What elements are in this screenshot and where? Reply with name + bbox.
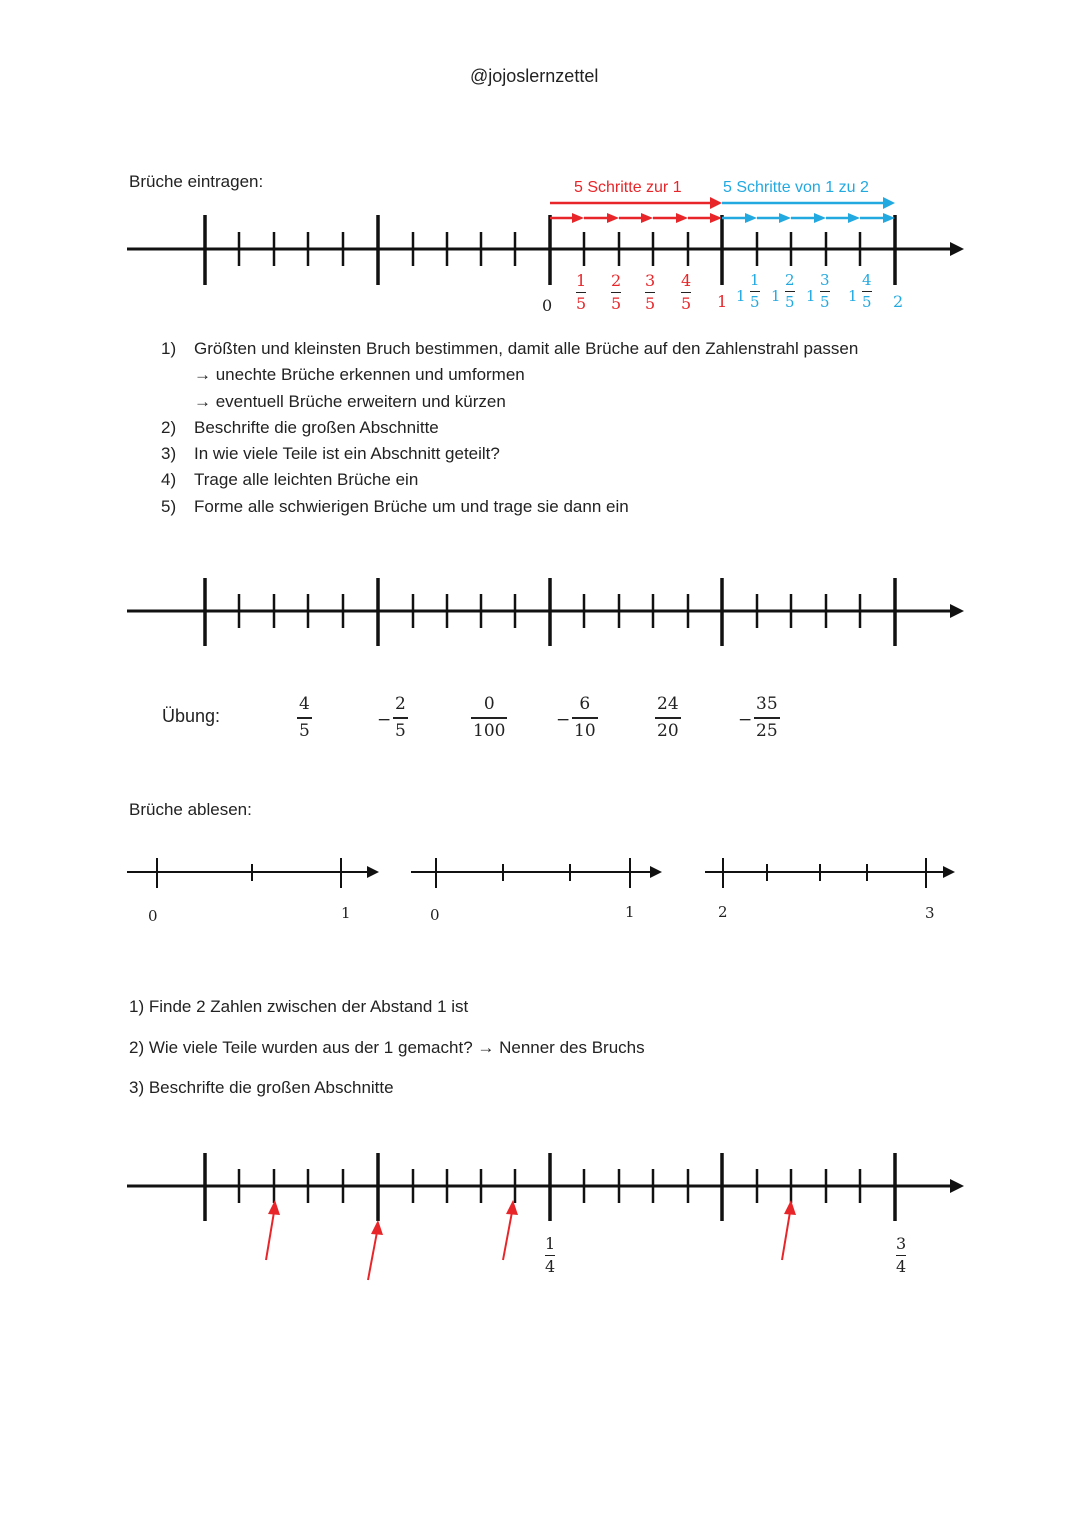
instruction-text: Größten und kleinsten Bruch bestimmen, damit alle Brüche auf den Zahlenstrahl passen	[194, 339, 859, 358]
section-title-read-fractions: Brüche ablesen:	[129, 800, 252, 819]
fraction-blue-1	[750, 273, 760, 310]
exercise-label: Übung:	[162, 706, 221, 726]
fraction-numerator: 24	[657, 694, 679, 714]
number-line-2-arrowhead	[950, 604, 964, 618]
exercise-fraction-4	[556, 694, 598, 741]
fraction-numerator: 2	[785, 271, 795, 289]
mixed-whole-4: 1	[848, 287, 858, 305]
instruction-item	[161, 336, 858, 362]
fraction-denominator: 5	[862, 293, 872, 311]
reading-line-a-start: 0	[148, 907, 158, 925]
fraction-numerator: 4	[862, 271, 872, 289]
instruction-item: 3) Beschrifte die großen Abschnitte	[129, 1078, 394, 1097]
reading-line-b-start: 0	[430, 906, 440, 924]
instruction-text: → unechte Brüche erkennen und umformen	[194, 365, 525, 385]
exercise-fraction-5	[655, 696, 681, 740]
instruction-text: Forme alle schwierigen Brüche um und trage sie dann ein	[194, 496, 629, 516]
fraction-denominator: 20	[657, 721, 679, 741]
fraction-denominator: 10	[574, 721, 596, 741]
instruction-text: Beschrifte die großen Abschnitte	[194, 417, 439, 437]
reading-line-b	[411, 858, 655, 888]
steps-red-label: 5 Schritte zur 1	[574, 179, 682, 196]
reading-line-a-end: 1	[341, 904, 351, 922]
instruction-text: Trage alle leichten Brüche ein	[194, 470, 419, 490]
fraction-denominator: 100	[473, 721, 506, 741]
number-line-2-ticks	[205, 578, 895, 646]
reading-line-a	[127, 858, 372, 888]
blue-step-arrows	[722, 197, 895, 223]
reading-line-c-arrowhead	[943, 866, 955, 878]
fraction-numerator: 35	[756, 694, 778, 714]
fraction-label-three-quarters	[896, 1236, 906, 1275]
fraction-blue-3	[820, 273, 830, 310]
fraction-denominator: 5	[611, 294, 622, 313]
fraction-denominator: 5	[750, 293, 760, 311]
fraction-numerator: 1	[750, 271, 760, 289]
red-pointer-arrows	[266, 1200, 796, 1280]
fraction-blue-2	[785, 273, 795, 310]
instruction-item	[161, 389, 858, 415]
reading-line-c-end: 3	[925, 904, 935, 922]
fraction-numerator: 2	[395, 694, 406, 714]
fraction-denominator: 5	[395, 721, 406, 741]
fraction-sign: −	[738, 710, 753, 730]
fraction-denominator: 4	[545, 1257, 556, 1276]
fraction-denominator: 5	[576, 294, 587, 313]
fraction-numerator: 3	[820, 271, 830, 289]
instruction-number: 4)	[161, 470, 177, 490]
instruction-item	[161, 494, 858, 520]
fraction-numerator: 4	[299, 694, 310, 714]
fraction-denominator: 4	[896, 1257, 907, 1276]
fraction-sign: −	[377, 710, 392, 730]
reading-line-c	[705, 858, 948, 888]
fraction-label-one-quarter	[545, 1236, 555, 1275]
exercise-fraction-3	[471, 696, 507, 740]
fraction-sign: −	[556, 710, 571, 730]
fraction-red-3	[645, 273, 655, 312]
reading-line-b-end: 1	[625, 903, 635, 921]
exercise-fraction-2	[377, 694, 408, 741]
fraction-denominator: 5	[785, 293, 795, 311]
fraction-denominator: 25	[756, 721, 778, 741]
instruction-item	[161, 362, 858, 388]
exercise-fraction-1	[297, 696, 312, 740]
fraction-red-1	[576, 273, 586, 312]
number-line-3-arrowhead	[950, 1179, 964, 1193]
reading-line-b-arrowhead	[650, 866, 662, 878]
number-line-1-arrowhead	[950, 242, 964, 256]
fraction-numerator: 3	[645, 271, 656, 290]
steps-blue-label: 5 Schritte von 1 zu 2	[723, 179, 869, 196]
fraction-red-4	[681, 273, 691, 312]
author-handle: @jojoslernzettel	[470, 66, 599, 86]
fraction-denominator: 5	[299, 721, 310, 741]
instruction-item	[161, 441, 858, 467]
fraction-numerator: 1	[545, 1234, 556, 1253]
fraction-denominator: 5	[820, 293, 830, 311]
fraction-red-2	[611, 273, 621, 312]
instruction-text: → eventuell Brüche erweitern und kürzen	[194, 391, 506, 411]
mixed-whole-2: 1	[771, 287, 781, 305]
instruction-number: 5)	[161, 496, 177, 516]
section-title-enter-fractions: Brüche eintragen:	[129, 172, 264, 191]
reading-line-c-start: 2	[718, 903, 728, 921]
instruction-item	[161, 415, 858, 441]
instruction-item: 2) Wie viele Teile wurden aus der 1 gemacht? → Nenner des Bruchs	[129, 1037, 645, 1057]
reading-line-a-arrowhead	[367, 866, 379, 878]
instruction-item: 1) Finde 2 Zahlen zwischen der Abstand 1 ist	[129, 997, 469, 1016]
fraction-blue-4	[862, 273, 872, 310]
fraction-numerator: 1	[576, 271, 587, 290]
instruction-item	[161, 467, 858, 493]
fraction-denominator: 5	[681, 294, 692, 313]
exercise-fraction-6	[738, 694, 780, 741]
fraction-numerator: 0	[483, 694, 495, 714]
tick-label-0: 0	[542, 296, 553, 315]
tick-label-2: 2	[893, 292, 904, 311]
fraction-denominator: 5	[645, 294, 656, 313]
mixed-whole-3: 1	[806, 287, 816, 305]
fraction-numerator: 3	[896, 1234, 907, 1253]
instructions-list-2	[129, 987, 645, 1109]
fraction-numerator: 6	[579, 694, 591, 714]
instruction-number: 1)	[161, 339, 177, 358]
tick-label-1: 1	[717, 292, 728, 311]
instruction-text: In wie viele Teile ist ein Abschnitt geteilt?	[194, 444, 500, 464]
red-step-arrows	[550, 197, 722, 223]
instructions-list-1	[161, 336, 858, 520]
instruction-number: 2)	[161, 417, 177, 437]
fraction-numerator: 4	[681, 271, 692, 290]
fraction-numerator: 2	[611, 271, 622, 290]
instruction-number: 3)	[161, 444, 177, 464]
mixed-whole-1: 1	[736, 287, 746, 305]
